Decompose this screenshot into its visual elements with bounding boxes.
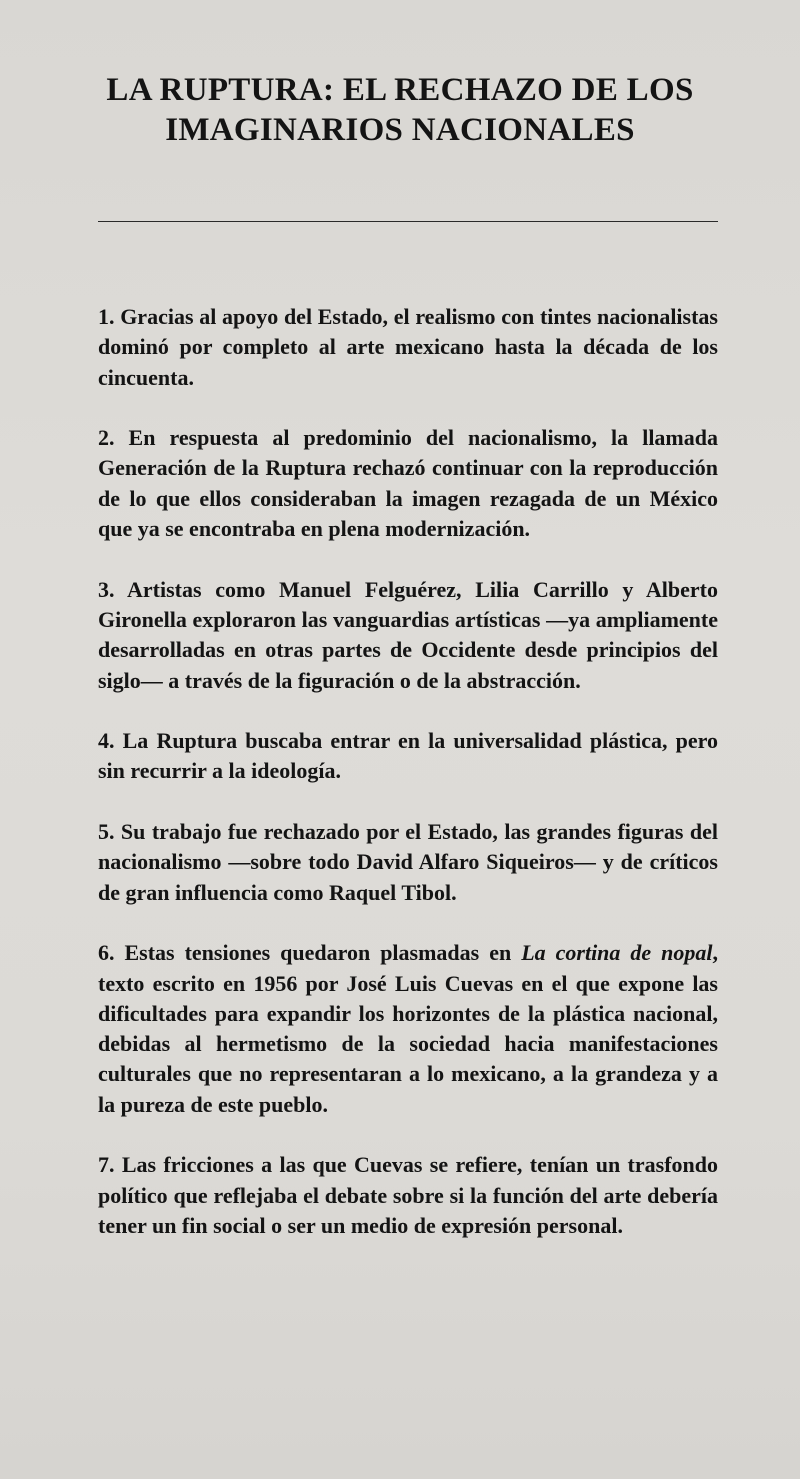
paragraph-4: 4. La Ruptura buscaba entrar en la universalidad plástica, pero sin recurrir a la ideología. xyxy=(98,728,718,784)
divider xyxy=(98,221,718,222)
paragraph-3: 3. Artistas como Manuel Felguérez, Lilia Carrillo y Alberto Gironella exploraron las vanguardias artísticas —ya ampliamente desarrolladas en otras partes de Occidente desde principios del siglo— a través de la figuración o de la abstracción. xyxy=(98,576,718,693)
body-text xyxy=(98,302,718,1272)
paragraph-6-end: , texto escrito en 1956 por José Luis Cuevas en el que expone las dificultades para expandir los horizontes de la plástica nacional, debidas al hermetismo de la sociedad hacia manifestaciones culturales que no representaran a lo mexicano, a la grandeza y a la pureza de este pueblo. xyxy=(98,940,718,1117)
title-line-2: IMAGINARIOS NACIONALES xyxy=(165,112,635,148)
paragraph-6 xyxy=(98,938,718,1120)
book-title: La cortina de nopal xyxy=(521,940,713,966)
title-line-1: LA RUPTURA: EL RECHAZO DE LOS xyxy=(106,72,694,108)
paragraph-7: 7. Las fricciones a las que Cuevas se refiere, tenían un trasfondo político que reflejaba el debate sobre si la función del arte debería tener un fin social o ser un medio de expresión personal. xyxy=(98,1152,718,1238)
paragraph-6-start: 6. Estas tensiones quedaron plasmadas en xyxy=(98,940,522,966)
page-title xyxy=(60,70,740,150)
paragraph-2: 2. En respuesta al predominio del nacionalismo, la llamada Generación de la Ruptura rechazó continuar con la reproducción de lo que ellos consideraban la imagen rezagada de un México que ya se encontraba en plena modernización. xyxy=(98,425,718,542)
paragraph-5: 5. Su trabajo fue rechazado por el Estado, las grandes figuras del nacionalismo —sobre todo David Alfaro Siqueiros— y de críticos de gran influencia como Raquel Tibol. xyxy=(98,819,718,905)
paragraph-1: 1. Gracias al apoyo del Estado, el realismo con tintes nacionalistas dominó por completo al arte mexicano hasta la década de los cincuenta. xyxy=(98,304,718,390)
